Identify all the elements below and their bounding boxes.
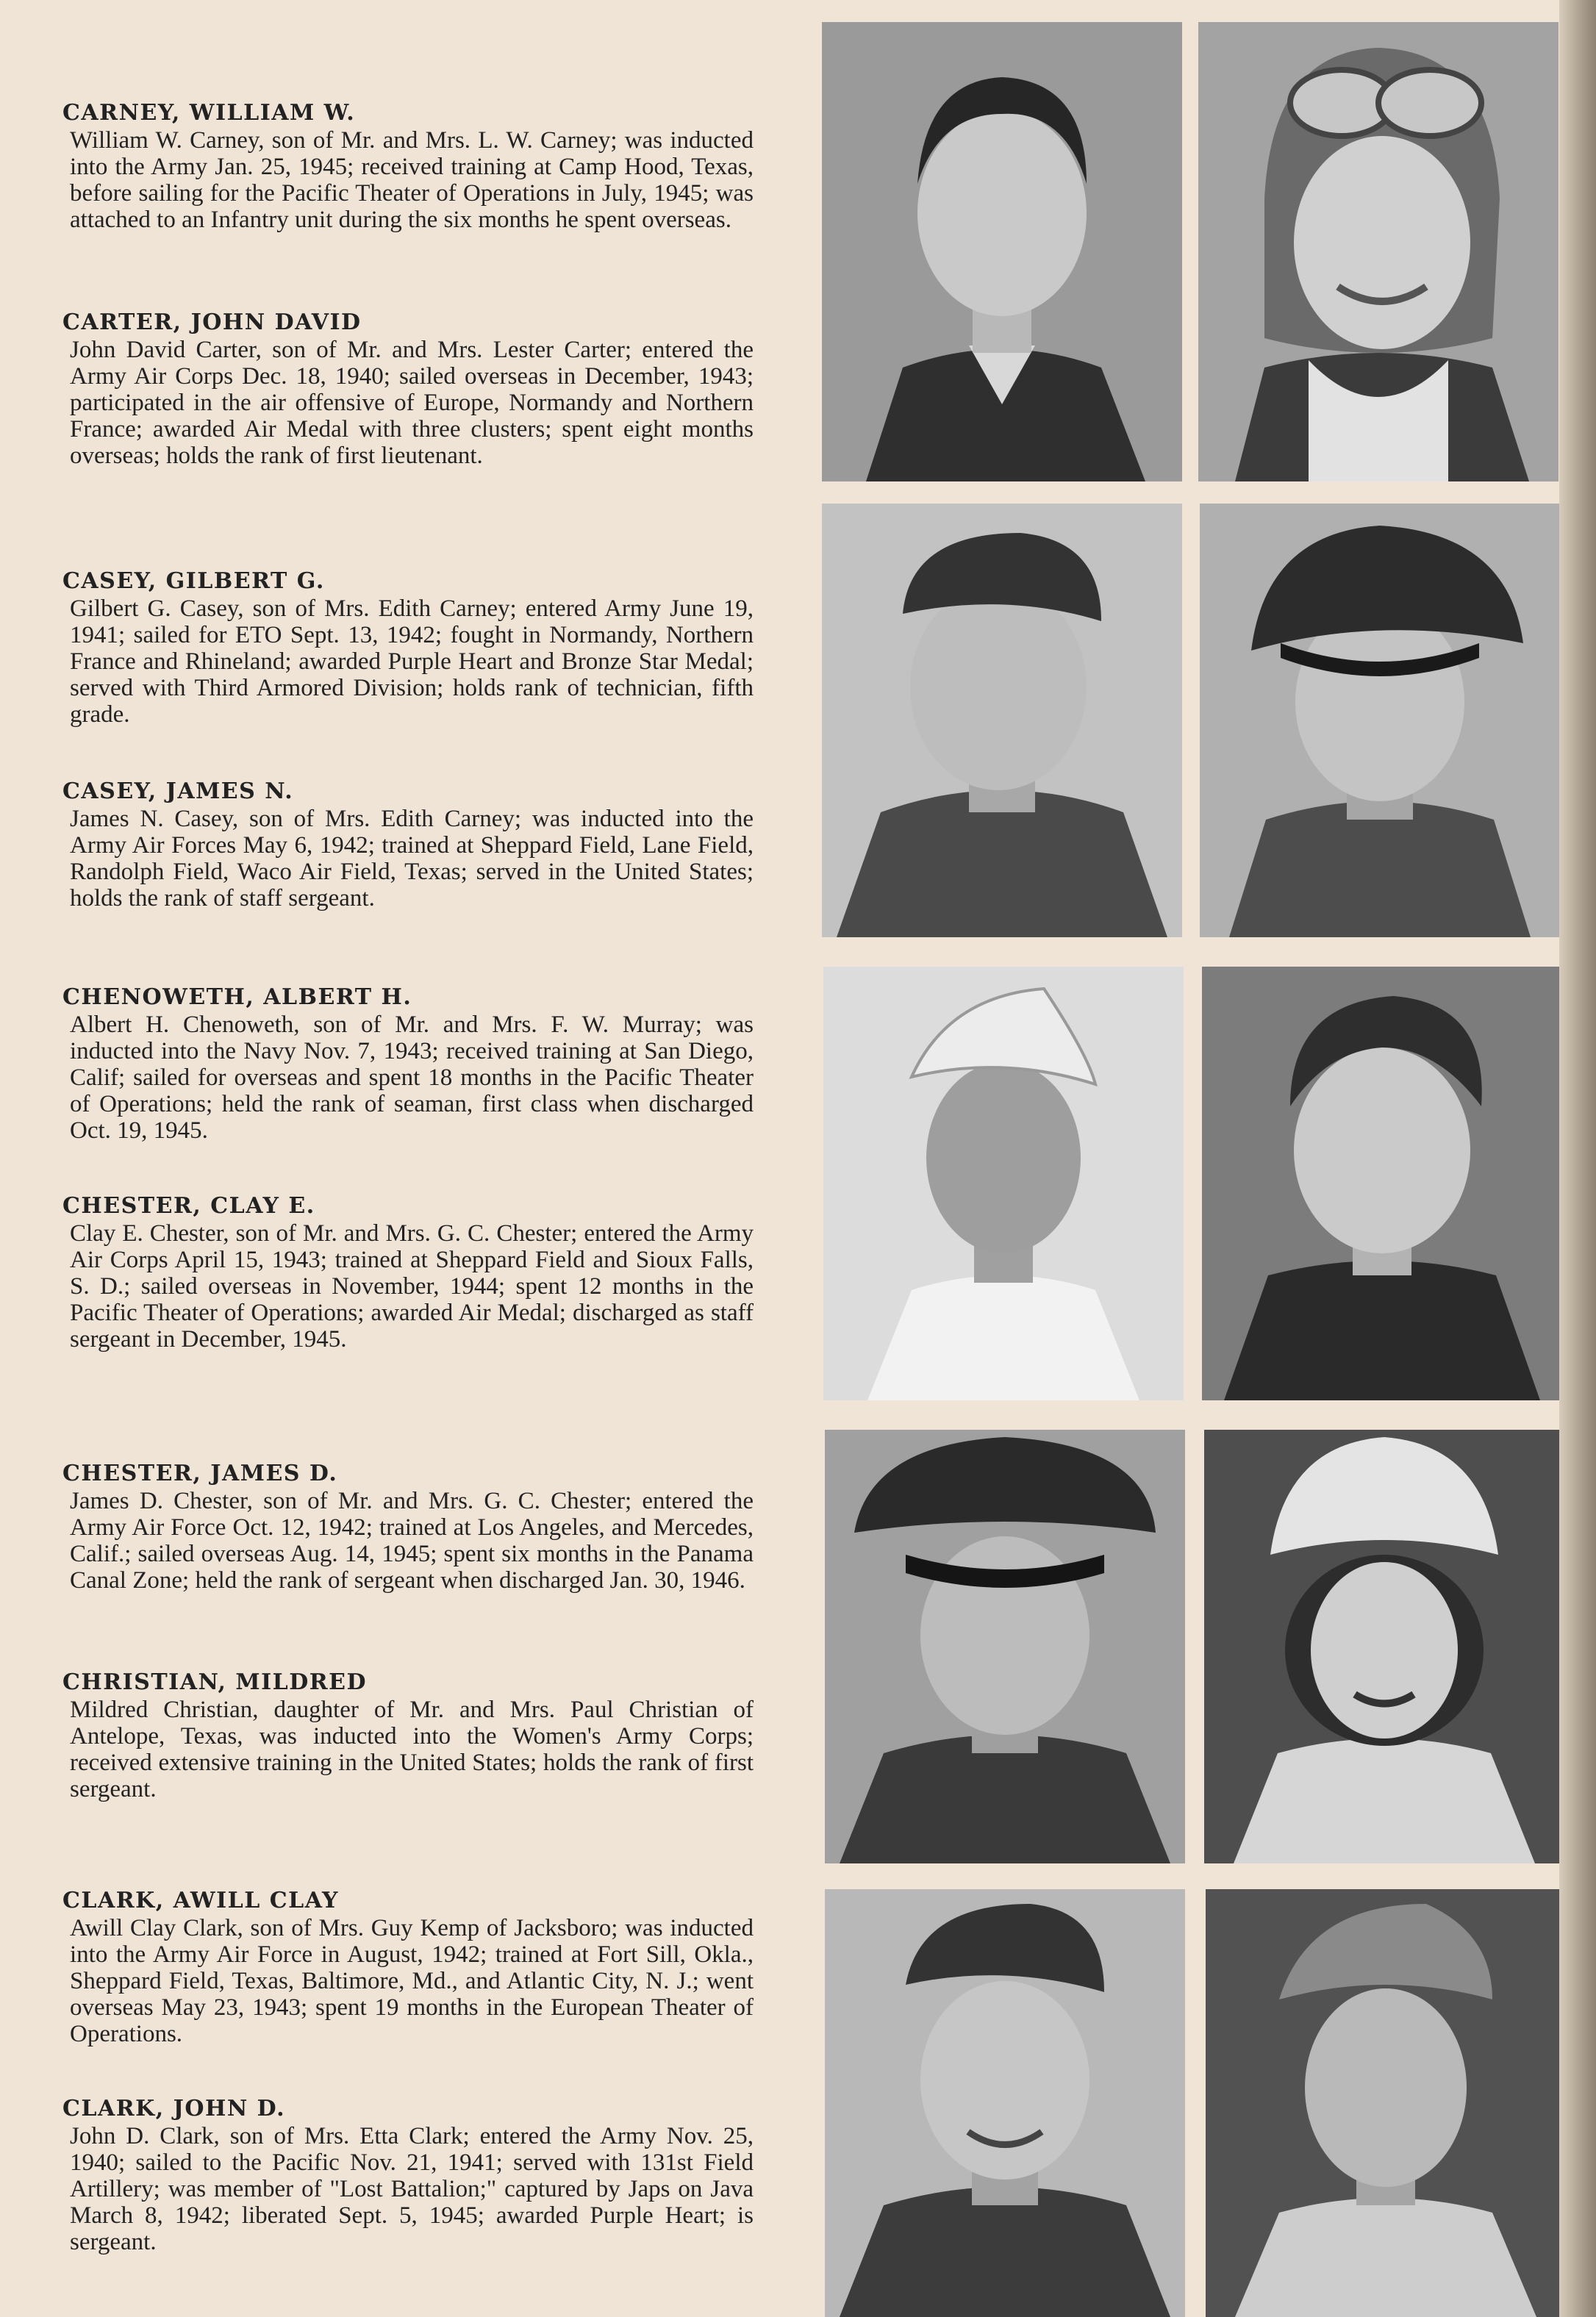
portrait-photo — [1206, 1889, 1566, 2317]
portrait-chester-james — [825, 1430, 1185, 1863]
portrait-chenoweth-albert — [823, 967, 1184, 1400]
entry-name: CLARK, JOHN D. — [62, 2096, 286, 2121]
text-column — [0, 0, 794, 2317]
portrait-photo — [825, 1889, 1185, 2317]
entry-body: Mildred Christian, daughter of Mr. and Mrs. Paul Christian of Antelope, Texas, was inducted into the Women's Army Corps; received extensive training in the United States; holds the rank of first sergeant. — [70, 1697, 754, 1802]
portrait-carter-john-david — [1198, 22, 1559, 481]
portrait-carney-william — [822, 22, 1182, 481]
portrait-photo — [825, 1430, 1185, 1863]
entry-body: Clay E. Chester, son of Mr. and Mrs. G. C. Chester; entered the Army Air Corps April 15, 1943; trained at Sheppard Field and Sioux Falls, S. D.; sailed overseas in November, 1944; spent 12 months in the Pacific Theater of Operations; awarded Air Medal; discharged as staff sergeant in December, 1945. — [70, 1220, 754, 1353]
portrait-clark-john — [1206, 1889, 1566, 2317]
entry-body: Gilbert G. Casey, son of Mrs. Edith Carney; entered Army June 19, 1941; sailed for ETO Sept. 13, 1942; fought in Normandy, Northern France and Rhineland; awarded Purple Heart and Bronze Star Medal; served with Third Armored Division; holds rank of technician, fifth grade. — [70, 595, 754, 728]
portrait-casey-gilbert — [822, 504, 1182, 937]
entry-name: CHESTER, CLAY E. — [62, 1193, 315, 1219]
portrait-photo — [822, 504, 1182, 937]
portrait-photo — [1204, 1430, 1564, 1863]
entry-body: Albert H. Chenoweth, son of Mr. and Mrs. F. W. Murray; was inducted into the Navy Nov. 7, 1943; received training at San Diego, Calif; sailed for overseas and spent 18 months in the Pacific Theater of Operations; held the rank of seaman, first class when discharged Oct. 19, 1945. — [70, 1011, 754, 1144]
entry-body: Awill Clay Clark, son of Mrs. Guy Kemp of Jacksboro; was inducted into the Army Air Force in August, 1942; trained at Fort Sill, Okla., Sheppard Field, Texas, Baltimore, Md., and Atlantic City, N. J.; went overseas May 23, 1943; spent 19 months in the European Theater of Operations. — [70, 1915, 754, 2047]
portrait-photo — [1198, 22, 1559, 481]
page-binding-edge — [1559, 0, 1596, 2317]
portrait-christian-mildred — [1204, 1430, 1564, 1863]
portrait-casey-james — [1200, 504, 1560, 937]
portrait-photo — [1202, 967, 1562, 1400]
entry-carter-john-david — [62, 309, 754, 469]
entry-casey-gilbert — [62, 567, 754, 728]
entry-name: CHRISTIAN, MILDRED — [62, 1669, 368, 1695]
portrait-photo — [823, 967, 1184, 1400]
entry-chenoweth-albert — [62, 984, 754, 1144]
entry-clark-john — [62, 2095, 754, 2255]
portrait-clark-awill — [825, 1889, 1185, 2317]
entry-body: William W. Carney, son of Mr. and Mrs. L. W. Carney; was inducted into the Army Jan. 25, 1945; received training at Camp Hood, Texas, before sailing for the Pacific Theater of Operations in July, 1945; was attached to an Infantry unit during the six months he spent overseas. — [70, 127, 754, 233]
entry-name: CLARK, AWILL CLAY — [62, 1888, 339, 1913]
portrait-photo — [822, 22, 1182, 481]
entry-casey-james — [62, 778, 754, 912]
entry-body: James N. Casey, son of Mrs. Edith Carney; was inducted into the Army Air Forces May 6, 1942; trained at Sheppard Field, Lane Field, Randolph Field, Waco Air Field, Texas; served in the United States; holds the rank of staff sergeant. — [70, 806, 754, 912]
entry-body: John David Carter, son of Mr. and Mrs. Lester Carter; entered the Army Air Corps Dec. 18, 1940; sailed overseas in December, 1943; participated in the air offensive of Europe, Normandy and Northern France; awarded Air Medal with three clusters; spent eight months overseas; holds the rank of first lieutenant. — [70, 337, 754, 469]
entry-clark-awill — [62, 1887, 754, 2047]
entry-name: CASEY, GILBERT G. — [62, 568, 325, 594]
portrait-photo — [1200, 504, 1560, 937]
entry-name: CHESTER, JAMES D. — [62, 1461, 338, 1486]
entry-name: CARNEY, WILLIAM W. — [62, 100, 356, 126]
entry-body: James D. Chester, son of Mr. and Mrs. G. C. Chester; entered the Army Air Force Oct. 12, 1942; trained at Los Angeles, and Mercedes, Calif.; sailed overseas Aug. 14, 1945; spent six months in the Panama Canal Zone; held the rank of sergeant when discharged Jan. 30, 1946. — [70, 1488, 754, 1594]
entry-christian-mildred — [62, 1669, 754, 1802]
entry-name: CARTER, JOHN DAVID — [62, 309, 362, 335]
entry-body: John D. Clark, son of Mrs. Etta Clark; entered the Army Nov. 25, 1940; sailed to the Pacific Nov. 21, 1941; served with 131st Field Artillery; was member of "Lost Battalion;" captured by Japs on Java March 8, 1942; liberated Sept. 5, 1945; awarded Purple Heart; is sergeant. — [70, 2123, 754, 2255]
entry-name: CHENOWETH, ALBERT H. — [62, 984, 412, 1010]
portrait-chester-clay — [1202, 967, 1562, 1400]
entry-chester-james — [62, 1460, 754, 1594]
entry-name: CASEY, JAMES N. — [62, 778, 294, 804]
entry-chester-clay — [62, 1192, 754, 1353]
entry-carney-william — [62, 99, 754, 233]
